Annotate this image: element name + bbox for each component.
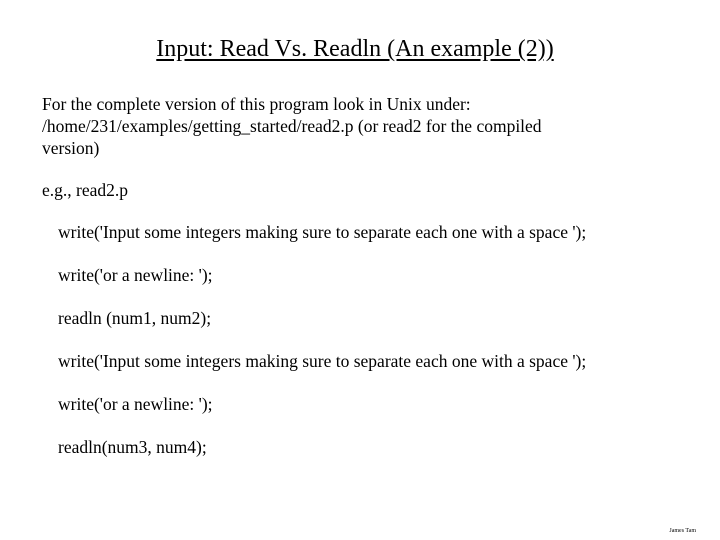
author-footer: James Tam xyxy=(669,528,696,534)
intro-paragraph xyxy=(42,93,682,159)
code-line: readln (num1, num2); xyxy=(58,308,212,328)
intro-line: version) xyxy=(42,138,100,158)
code-line: write('Input some integers making sure to separate each one with a space '); xyxy=(58,222,587,242)
intro-line: For the complete version of this program look in Unix under: xyxy=(42,94,471,114)
example-label: e.g., read2.p xyxy=(42,180,129,200)
intro-line: /home/231/examples/getting_started/read2.p (or read2 for the compiled xyxy=(42,116,542,136)
slide-title: Input: Read Vs. Readln (An example (2)) xyxy=(156,36,554,62)
code-line: write('or a newline: '); xyxy=(58,265,213,285)
code-line: readln(num3, num4); xyxy=(58,437,207,457)
code-line: write('or a newline: '); xyxy=(58,394,213,414)
code-line: write('Input some integers making sure to separate each one with a space '); xyxy=(58,351,587,371)
